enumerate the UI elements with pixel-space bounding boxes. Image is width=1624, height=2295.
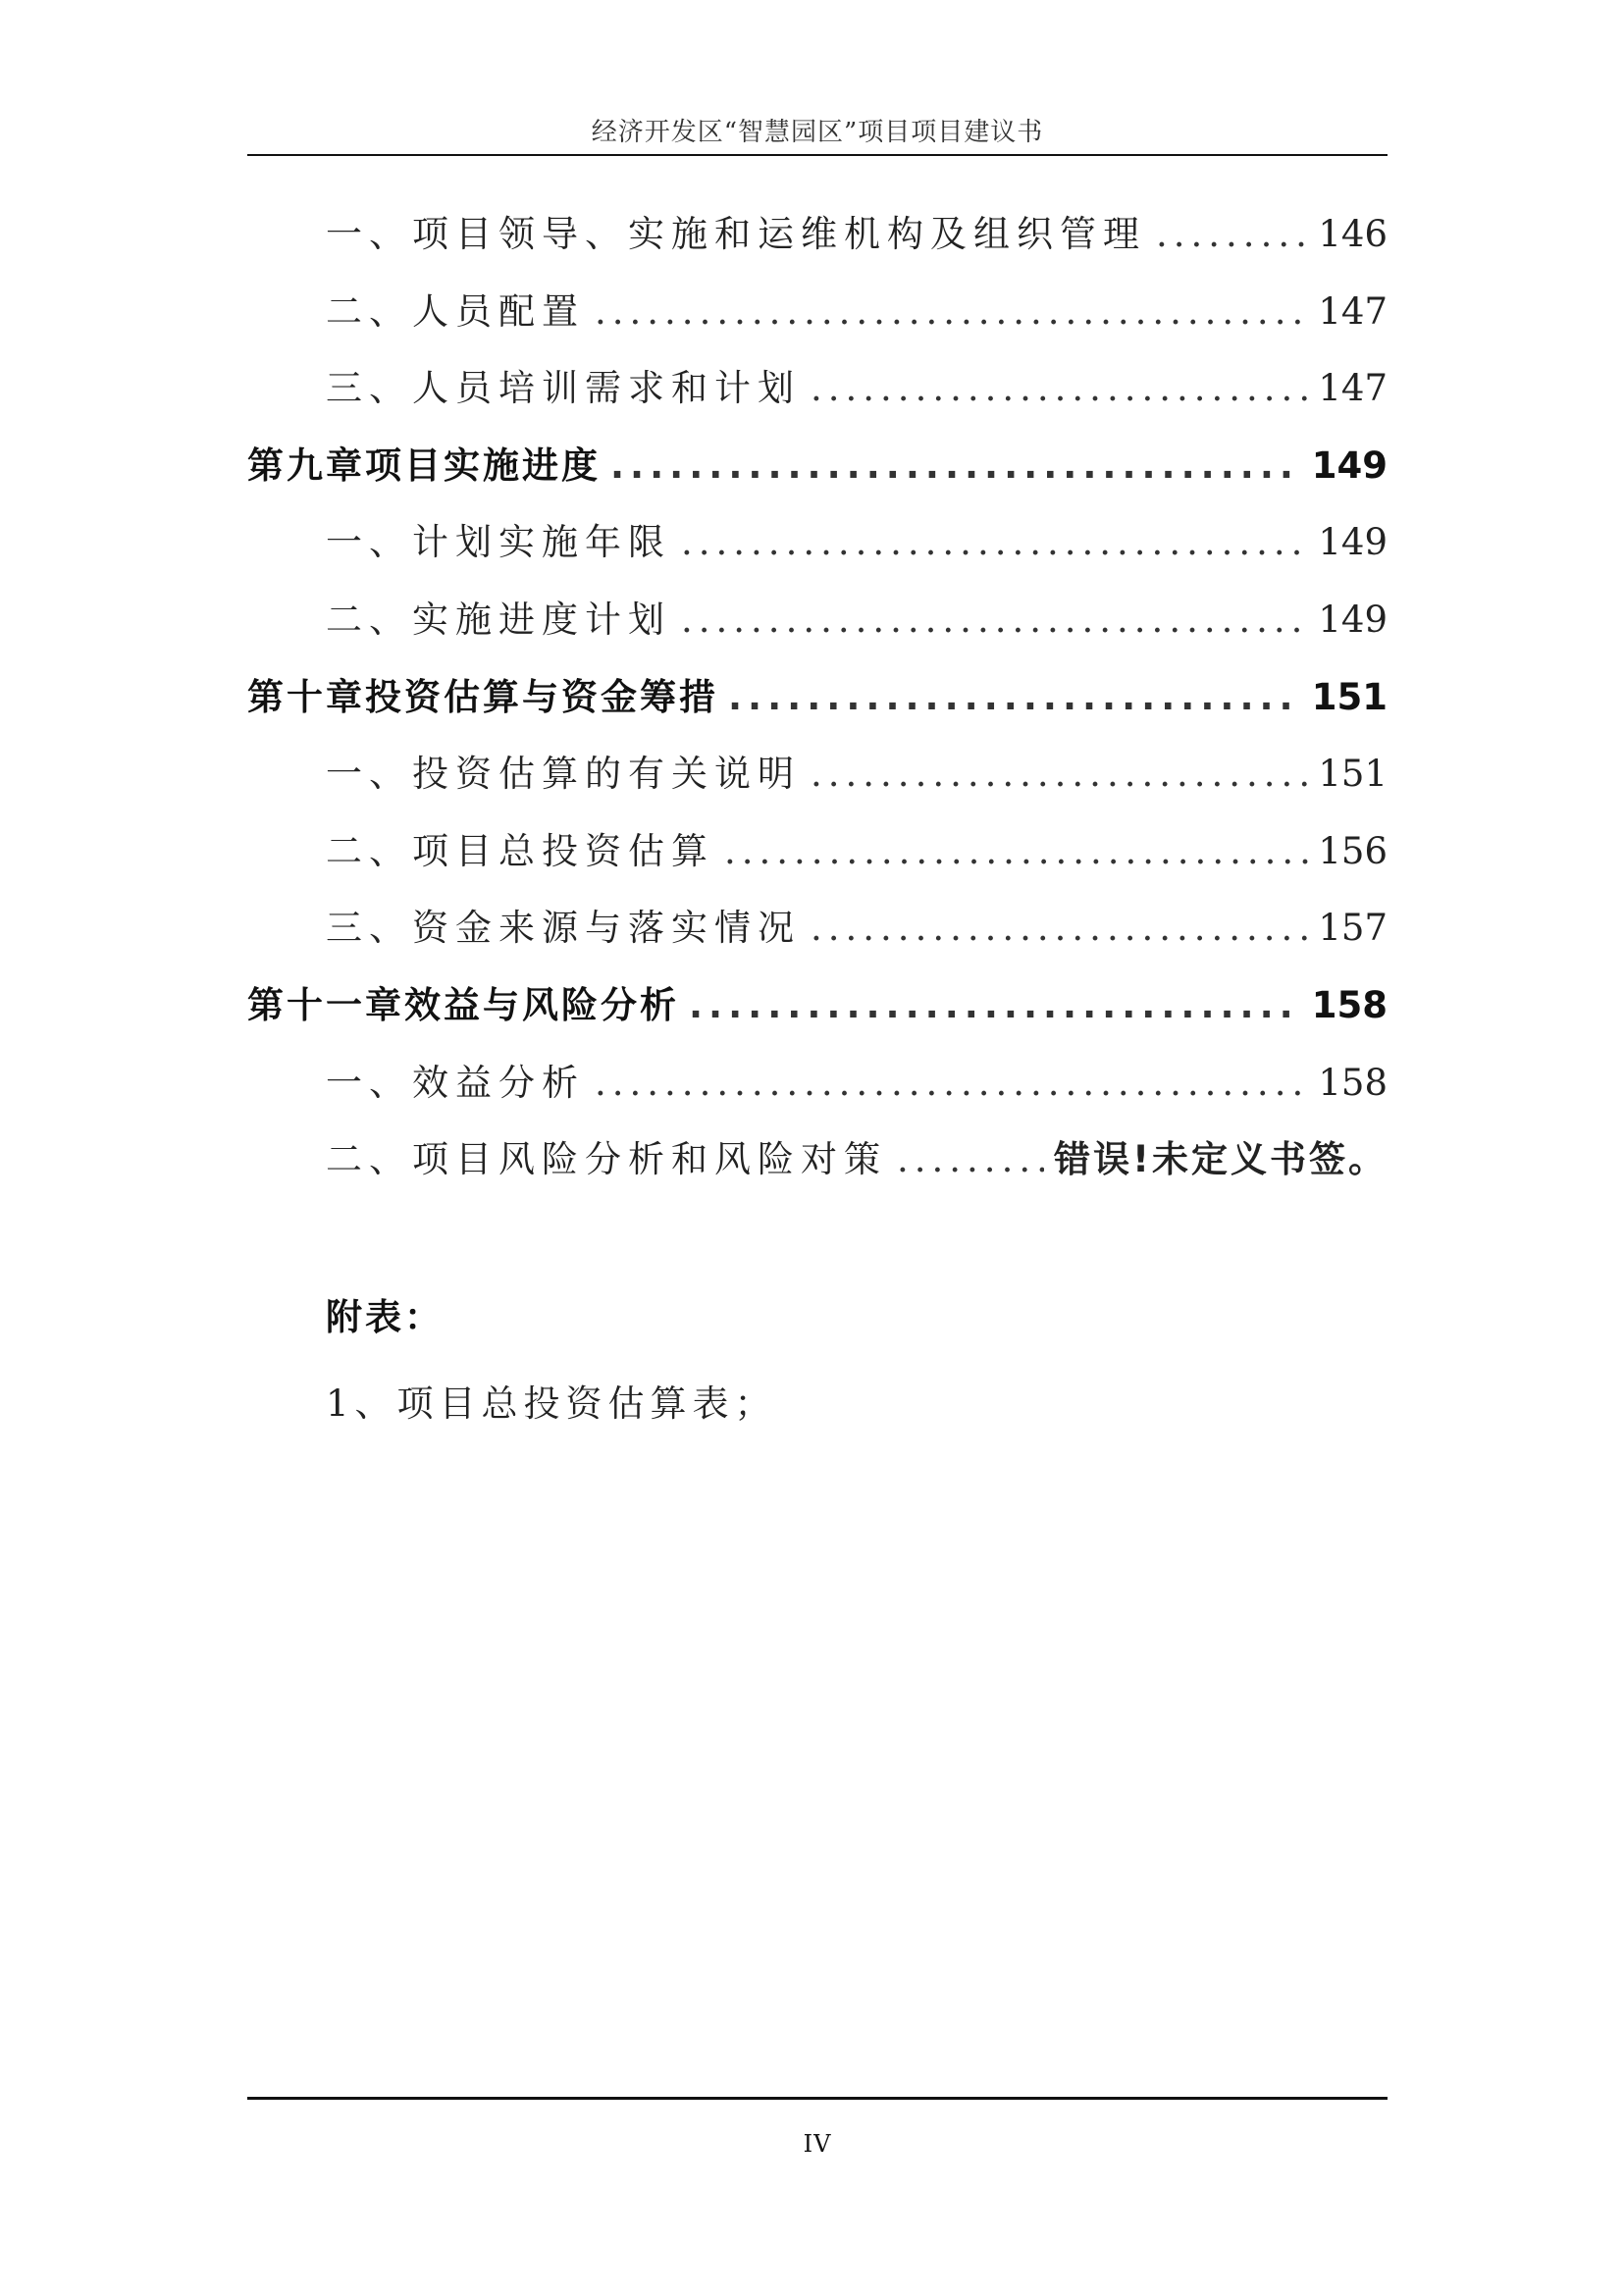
- toc-entry-page: 158: [1318, 1061, 1388, 1104]
- toc-leader-dots: [689, 967, 1302, 1044]
- toc-entry-title: 二、人员配置: [326, 289, 585, 333]
- toc-entry-page: 156: [1318, 829, 1388, 872]
- toc-leader-dots: [595, 274, 1308, 350]
- toc-chapter-page: 149: [1311, 443, 1388, 487]
- toc-entry-page: 149: [1318, 598, 1388, 641]
- toc-entry-page: 157: [1318, 907, 1388, 950]
- toc-entry-title: 二、项目总投资估算: [326, 829, 714, 872]
- toc-entry[interactable]: [247, 890, 1388, 967]
- footer-divider: [247, 2097, 1388, 2100]
- toc-chapter-title: 第九章项目实施进度: [247, 443, 601, 487]
- toc-entry[interactable]: [247, 274, 1388, 351]
- toc-chapter-page: 158: [1311, 983, 1388, 1026]
- toc-entry-page: 147: [1318, 367, 1388, 410]
- toc-entry-title: 一、投资估算的有关说明: [326, 753, 801, 796]
- toc-leader-dots: [811, 890, 1308, 966]
- toc-chapter-title: 第十一章效益与风险分析: [247, 983, 679, 1026]
- toc-entry-title: 二、项目风险分析和风险对策: [326, 1138, 887, 1181]
- toc-entry-title: 三、资金来源与落实情况: [326, 907, 801, 950]
- toc-entry-title: 一、计划实施年限: [326, 521, 671, 564]
- toc-entry-title: 二、实施进度计划: [326, 598, 671, 641]
- toc-leader-dots: [811, 736, 1308, 812]
- toc-chapter-entry[interactable]: [247, 967, 1388, 1045]
- toc-leader-dots: [681, 582, 1308, 658]
- page-number: IV: [803, 2130, 832, 2158]
- toc-entry[interactable]: [247, 350, 1388, 428]
- toc-bookmark-error: 错误!未定义书签。: [1054, 1138, 1388, 1181]
- table-of-contents: [247, 196, 1388, 1199]
- toc-entry[interactable]: [247, 736, 1388, 813]
- toc-leader-dots: [610, 428, 1302, 504]
- toc-entry-page: 149: [1318, 521, 1388, 564]
- toc-entry-title: 一、效益分析: [326, 1061, 585, 1104]
- toc-entry[interactable]: [247, 1045, 1388, 1122]
- toc-entry-title: 一、项目领导、实施和运维机构及组织管理: [326, 213, 1146, 255]
- toc-entry[interactable]: [247, 1121, 1388, 1199]
- toc-entry[interactable]: [247, 582, 1388, 659]
- toc-entry[interactable]: [247, 196, 1388, 274]
- toc-leader-dots: [681, 504, 1308, 581]
- toc-leader-dots: [897, 1121, 1044, 1198]
- toc-chapter-entry[interactable]: [247, 428, 1388, 505]
- toc-chapter-title: 第十章投资估算与资金筹措: [247, 675, 718, 718]
- toc-chapter-page: 151: [1311, 675, 1388, 718]
- toc-leader-dots: [728, 659, 1302, 736]
- appendix-section: [326, 1293, 777, 1429]
- toc-leader-dots: [724, 813, 1308, 890]
- toc-entry-title: 三、人员培训需求和计划: [326, 367, 801, 410]
- toc-leader-dots: [595, 1045, 1308, 1121]
- toc-chapter-entry[interactable]: [247, 659, 1388, 737]
- appendix-item: 1、项目总投资估算表；: [326, 1382, 777, 1425]
- toc-entry[interactable]: [247, 504, 1388, 582]
- toc-entry[interactable]: [247, 813, 1388, 891]
- toc-entry-page: 146: [1318, 213, 1388, 255]
- appendix-title: 附表：: [326, 1296, 444, 1338]
- toc-leader-dots: [811, 350, 1308, 427]
- toc-leader-dots: [1156, 196, 1308, 273]
- toc-entry-page: 147: [1318, 289, 1388, 333]
- running-header: 经济开发区“智慧园区”项目项目建议书: [591, 118, 1044, 147]
- toc-entry-page: 151: [1318, 753, 1388, 796]
- header-divider: [247, 154, 1388, 156]
